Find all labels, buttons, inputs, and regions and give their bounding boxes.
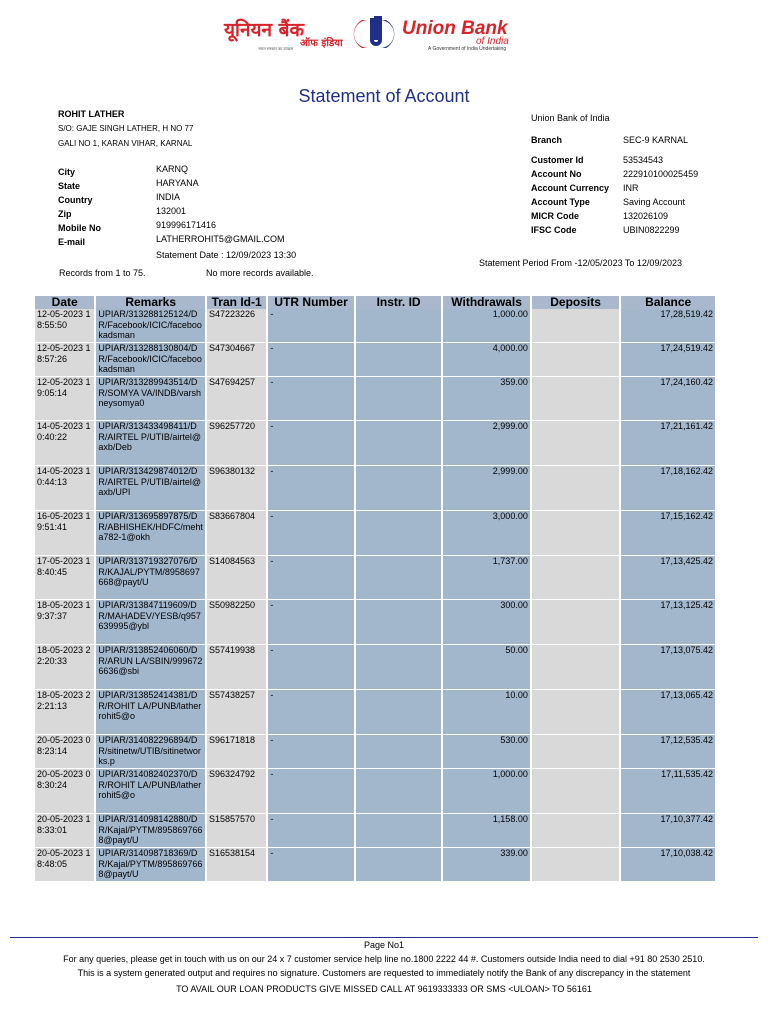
cell-instr bbox=[356, 421, 442, 466]
union-bank-logo-icon bbox=[352, 14, 396, 54]
table-header-row bbox=[35, 296, 715, 309]
cell-deposit bbox=[532, 466, 620, 511]
value-country: INDIA bbox=[156, 192, 181, 202]
cell-tran-id: S16538154 bbox=[207, 848, 266, 882]
cell-balance: 17,24,519.42 bbox=[621, 343, 715, 377]
cell-date: 20-05-2023 18:33:01 bbox=[35, 814, 94, 848]
cell-balance: 17,28,519.42 bbox=[621, 309, 715, 343]
cell-deposit bbox=[532, 309, 620, 343]
value-state: HARYANA bbox=[156, 178, 199, 188]
cell-withdrawal: 1,737.00 bbox=[443, 556, 530, 600]
table-row bbox=[35, 848, 715, 882]
statement-date: Statement Date : 12/09/2023 13:30 bbox=[156, 250, 297, 260]
cell-instr bbox=[356, 377, 442, 421]
cell-withdrawal: 4,000.00 bbox=[443, 343, 530, 377]
statement-period: Statement Period From -12/05/2023 To 12/09/2023 bbox=[479, 258, 682, 268]
cell-remarks: UPIAR/314082402370/DR/ROHIT LA/PUNB/latherrohit5@o bbox=[96, 769, 205, 814]
cell-deposit bbox=[532, 343, 620, 377]
cell-utr: - bbox=[268, 645, 354, 690]
header-balance: Balance bbox=[621, 296, 715, 309]
header-tran-id: Tran Id-1 bbox=[207, 296, 266, 309]
cell-tran-id: S50982250 bbox=[207, 600, 266, 645]
table-row bbox=[35, 309, 715, 343]
page-title: Statement of Account bbox=[298, 86, 470, 106]
cell-instr bbox=[356, 600, 442, 645]
value-micr: 132026109 bbox=[623, 211, 669, 221]
cell-balance: 17,15,162.42 bbox=[621, 511, 715, 556]
table-row bbox=[35, 690, 715, 735]
cell-remarks: UPIAR/313847119609/DR/MAHADEV/YESB/q957639995@ybl bbox=[96, 600, 205, 645]
table-row bbox=[35, 556, 715, 600]
cell-date: 20-05-2023 18:48:05 bbox=[35, 848, 94, 882]
cell-deposit bbox=[532, 511, 620, 556]
value-account-currency: INR bbox=[623, 183, 639, 193]
cell-balance: 17,13,125.42 bbox=[621, 600, 715, 645]
value-branch: SEC-9 KARNAL bbox=[623, 135, 689, 145]
label-state: State bbox=[58, 181, 81, 191]
label-city: City bbox=[58, 167, 76, 177]
cell-withdrawal: 339.00 bbox=[443, 848, 530, 882]
cell-instr bbox=[356, 343, 442, 377]
cell-utr: - bbox=[268, 735, 354, 769]
cell-utr: - bbox=[268, 343, 354, 377]
cell-deposit bbox=[532, 814, 620, 848]
cell-balance: 17,18,162.42 bbox=[621, 466, 715, 511]
cell-withdrawal: 50.00 bbox=[443, 645, 530, 690]
label-branch: Branch bbox=[531, 135, 563, 145]
cell-instr bbox=[356, 309, 442, 343]
footer-disclaimer: This is a system generated output and requires no signature. Customers are requested to immediately notify the Bank of any discrepancy in the statement bbox=[77, 968, 691, 978]
cell-instr bbox=[356, 814, 442, 848]
label-customer-id: Customer Id bbox=[531, 155, 584, 165]
cell-remarks: UPIAR/313289943514/DR/SOMYA VA/INDB/varshneysomya0 bbox=[96, 377, 205, 421]
table-row bbox=[35, 769, 715, 814]
footer-divider bbox=[10, 937, 758, 938]
cell-withdrawal: 10.00 bbox=[443, 690, 530, 735]
cell-remarks: UPIAR/313719327076/DR/KAJAL/PYTM/8958697668@payt/U bbox=[96, 556, 205, 600]
footer-helpline: For any queries, please get in touch with us on our 24 x 7 customer service help line no.1800 2222 44 #. Customers outside India need to dial +91 80 2530 2510. bbox=[63, 954, 705, 964]
logo-english-name: Union Bank bbox=[402, 18, 508, 39]
cell-utr: - bbox=[268, 690, 354, 735]
logo-hindi-tagline: भारत सरकार का उपक्रम bbox=[258, 46, 294, 51]
cell-withdrawal: 2,999.00 bbox=[443, 466, 530, 511]
cell-balance: 17,10,377.42 bbox=[621, 814, 715, 848]
cell-balance: 17,13,075.42 bbox=[621, 645, 715, 690]
cell-deposit bbox=[532, 600, 620, 645]
header-instr-id: Instr. ID bbox=[356, 296, 442, 309]
cell-instr bbox=[356, 735, 442, 769]
label-account-type: Account Type bbox=[531, 197, 590, 207]
cell-utr: - bbox=[268, 600, 354, 645]
footer-loan-promo: TO AVAIL OUR LOAN PRODUCTS GIVE MISSED CALL AT 9619333333 OR SMS <ULOAN> TO 56161 bbox=[176, 984, 592, 994]
cell-tran-id: S47694257 bbox=[207, 377, 266, 421]
cell-tran-id: S96324792 bbox=[207, 769, 266, 814]
cell-withdrawal: 1,000.00 bbox=[443, 309, 530, 343]
bank-name: Union Bank of India bbox=[531, 113, 610, 123]
cell-deposit bbox=[532, 645, 620, 690]
records-range: Records from 1 to 75. bbox=[59, 268, 146, 278]
table-row bbox=[35, 511, 715, 556]
table-row bbox=[35, 466, 715, 511]
table-row bbox=[35, 814, 715, 848]
header-remarks: Remarks bbox=[96, 296, 205, 309]
cell-deposit bbox=[532, 735, 620, 769]
value-city: KARNQ bbox=[156, 164, 189, 174]
cell-withdrawal: 359.00 bbox=[443, 377, 530, 421]
page-number: Page No1 bbox=[363, 940, 405, 950]
cell-remarks: UPIAR/313852414381/DR/ROHIT LA/PUNB/latherrohit5@o bbox=[96, 690, 205, 735]
cell-tran-id: S14084563 bbox=[207, 556, 266, 600]
logo-hindi-sub: ऑफ इंडिया bbox=[300, 38, 343, 49]
cell-utr: - bbox=[268, 511, 354, 556]
cell-remarks: UPIAR/313288130804/DR/Facebook/ICIC/facebookadsman bbox=[96, 343, 205, 377]
cell-remarks: UPIAR/313852406060/DR/ARUN LA/SBIN/9996726636@sbi bbox=[96, 645, 205, 690]
cell-deposit bbox=[532, 556, 620, 600]
header-deposits: Deposits bbox=[532, 296, 620, 309]
label-zip: Zip bbox=[58, 209, 72, 219]
cell-deposit bbox=[532, 377, 620, 421]
cell-deposit bbox=[532, 848, 620, 882]
cell-date: 18-05-2023 22:21:13 bbox=[35, 690, 94, 735]
cell-withdrawal: 2,999.00 bbox=[443, 421, 530, 466]
logo-english-sub: of India bbox=[476, 36, 509, 47]
cell-balance: 17,13,425.42 bbox=[621, 556, 715, 600]
cell-instr bbox=[356, 848, 442, 882]
cell-tran-id: S96257720 bbox=[207, 421, 266, 466]
value-ifsc: UBIN0822299 bbox=[623, 225, 680, 235]
table-row bbox=[35, 421, 715, 466]
table-row bbox=[35, 645, 715, 690]
cell-utr: - bbox=[268, 421, 354, 466]
cell-remarks: UPIAR/313288125124/DR/Facebook/ICIC/facebookadsman bbox=[96, 309, 205, 343]
cell-tran-id: S15857570 bbox=[207, 814, 266, 848]
cell-date: 14-05-2023 10:44:13 bbox=[35, 466, 94, 511]
cell-utr: - bbox=[268, 848, 354, 882]
cell-balance: 17,11,535.42 bbox=[621, 769, 715, 814]
customer-address-line2: GALI NO 1, KARAN VIHAR, KARNAL bbox=[58, 139, 193, 148]
cell-deposit bbox=[532, 769, 620, 814]
cell-utr: - bbox=[268, 556, 354, 600]
label-email: E-mail bbox=[58, 237, 86, 247]
cell-remarks: UPIAR/314098718369/DR/Kajal/PYTM/8958697668@payt/U bbox=[96, 848, 205, 882]
label-account-no: Account No bbox=[531, 169, 582, 179]
cell-instr bbox=[356, 511, 442, 556]
cell-tran-id: S47304667 bbox=[207, 343, 266, 377]
cell-instr bbox=[356, 769, 442, 814]
cell-date: 17-05-2023 18:40:45 bbox=[35, 556, 94, 600]
label-micr: MICR Code bbox=[531, 211, 579, 221]
cell-withdrawal: 530.00 bbox=[443, 735, 530, 769]
cell-balance: 17,24,160.42 bbox=[621, 377, 715, 421]
cell-tran-id: S57438257 bbox=[207, 690, 266, 735]
logo-hindi-name: यूनियन बैंक bbox=[224, 19, 305, 41]
logo-english-tagline: A Government of India Undertaking bbox=[428, 46, 507, 52]
cell-withdrawal: 1,158.00 bbox=[443, 814, 530, 848]
cell-date: 12-05-2023 18:57:26 bbox=[35, 343, 94, 377]
value-account-type: Saving Account bbox=[623, 197, 686, 207]
cell-withdrawal: 300.00 bbox=[443, 600, 530, 645]
cell-date: 18-05-2023 19:37:37 bbox=[35, 600, 94, 645]
value-mobile: 919996171416 bbox=[156, 220, 217, 230]
table-row bbox=[35, 377, 715, 421]
cell-instr bbox=[356, 556, 442, 600]
label-country: Country bbox=[58, 195, 93, 205]
value-account-no: 222910100025459 bbox=[623, 169, 699, 179]
cell-tran-id: S57419938 bbox=[207, 645, 266, 690]
label-account-currency: Account Currency bbox=[531, 183, 610, 193]
label-mobile: Mobile No bbox=[58, 223, 101, 233]
cell-balance: 17,12,535.42 bbox=[621, 735, 715, 769]
cell-instr bbox=[356, 645, 442, 690]
cell-date: 12-05-2023 19:05:14 bbox=[35, 377, 94, 421]
cell-tran-id: S96380132 bbox=[207, 466, 266, 511]
cell-remarks: UPIAR/314098142880/DR/Kajal/PYTM/8958697668@payt/U bbox=[96, 814, 205, 848]
cell-tran-id: S83667804 bbox=[207, 511, 266, 556]
customer-address-line1: S/O: GAJE SINGH LATHER, H NO 77 bbox=[58, 124, 194, 133]
table-row bbox=[35, 343, 715, 377]
table-row bbox=[35, 600, 715, 645]
cell-utr: - bbox=[268, 377, 354, 421]
value-email: LATHERROHIT5@GMAIL.COM bbox=[156, 234, 285, 244]
table-row bbox=[35, 735, 715, 769]
cell-remarks: UPIAR/313695897875/DR/ABHISHEK/HDFC/mehta782-1@okh bbox=[96, 511, 205, 556]
cell-utr: - bbox=[268, 814, 354, 848]
cell-withdrawal: 3,000.00 bbox=[443, 511, 530, 556]
cell-remarks: UPIAR/313429874012/DR/AIRTEL P/UTIB/airtel@axb/UPI bbox=[96, 466, 205, 511]
value-customer-id: 53534543 bbox=[623, 155, 664, 165]
cell-remarks: UPIAR/314082296894/DR/sitinetw/UTIB/sitinetworks.p bbox=[96, 735, 205, 769]
customer-name: ROHIT LATHER bbox=[58, 109, 125, 119]
cell-deposit bbox=[532, 421, 620, 466]
header-withdrawals: Withdrawals bbox=[443, 296, 530, 309]
cell-utr: - bbox=[268, 309, 354, 343]
cell-tran-id: S96171818 bbox=[207, 735, 266, 769]
cell-date: 18-05-2023 22:20:33 bbox=[35, 645, 94, 690]
cell-balance: 17,13,065.42 bbox=[621, 690, 715, 735]
cell-remarks: UPIAR/313433498411/DR/AIRTEL P/UTIB/airtel@axb/Deb bbox=[96, 421, 205, 466]
cell-balance: 17,21,161.42 bbox=[621, 421, 715, 466]
cell-deposit bbox=[532, 690, 620, 735]
cell-date: 20-05-2023 08:30:24 bbox=[35, 769, 94, 814]
cell-instr bbox=[356, 690, 442, 735]
cell-date: 14-05-2023 10:40:22 bbox=[35, 421, 94, 466]
cell-utr: - bbox=[268, 769, 354, 814]
cell-date: 20-05-2023 08:23:14 bbox=[35, 735, 94, 769]
no-more-records: No more records available. bbox=[206, 268, 314, 278]
value-zip: 132001 bbox=[156, 206, 187, 216]
label-ifsc: IFSC Code bbox=[531, 225, 577, 235]
transactions-table bbox=[33, 296, 717, 882]
cell-withdrawal: 1,000.00 bbox=[443, 769, 530, 814]
header-date: Date bbox=[35, 296, 94, 309]
cell-instr bbox=[356, 466, 442, 511]
header-utr-number: UTR Number bbox=[268, 296, 354, 309]
cell-date: 16-05-2023 19:51:41 bbox=[35, 511, 94, 556]
cell-balance: 17,10,038.42 bbox=[621, 848, 715, 882]
cell-tran-id: S47223226 bbox=[207, 309, 266, 343]
cell-date: 12-05-2023 18:55:50 bbox=[35, 309, 94, 343]
cell-utr: - bbox=[268, 466, 354, 511]
